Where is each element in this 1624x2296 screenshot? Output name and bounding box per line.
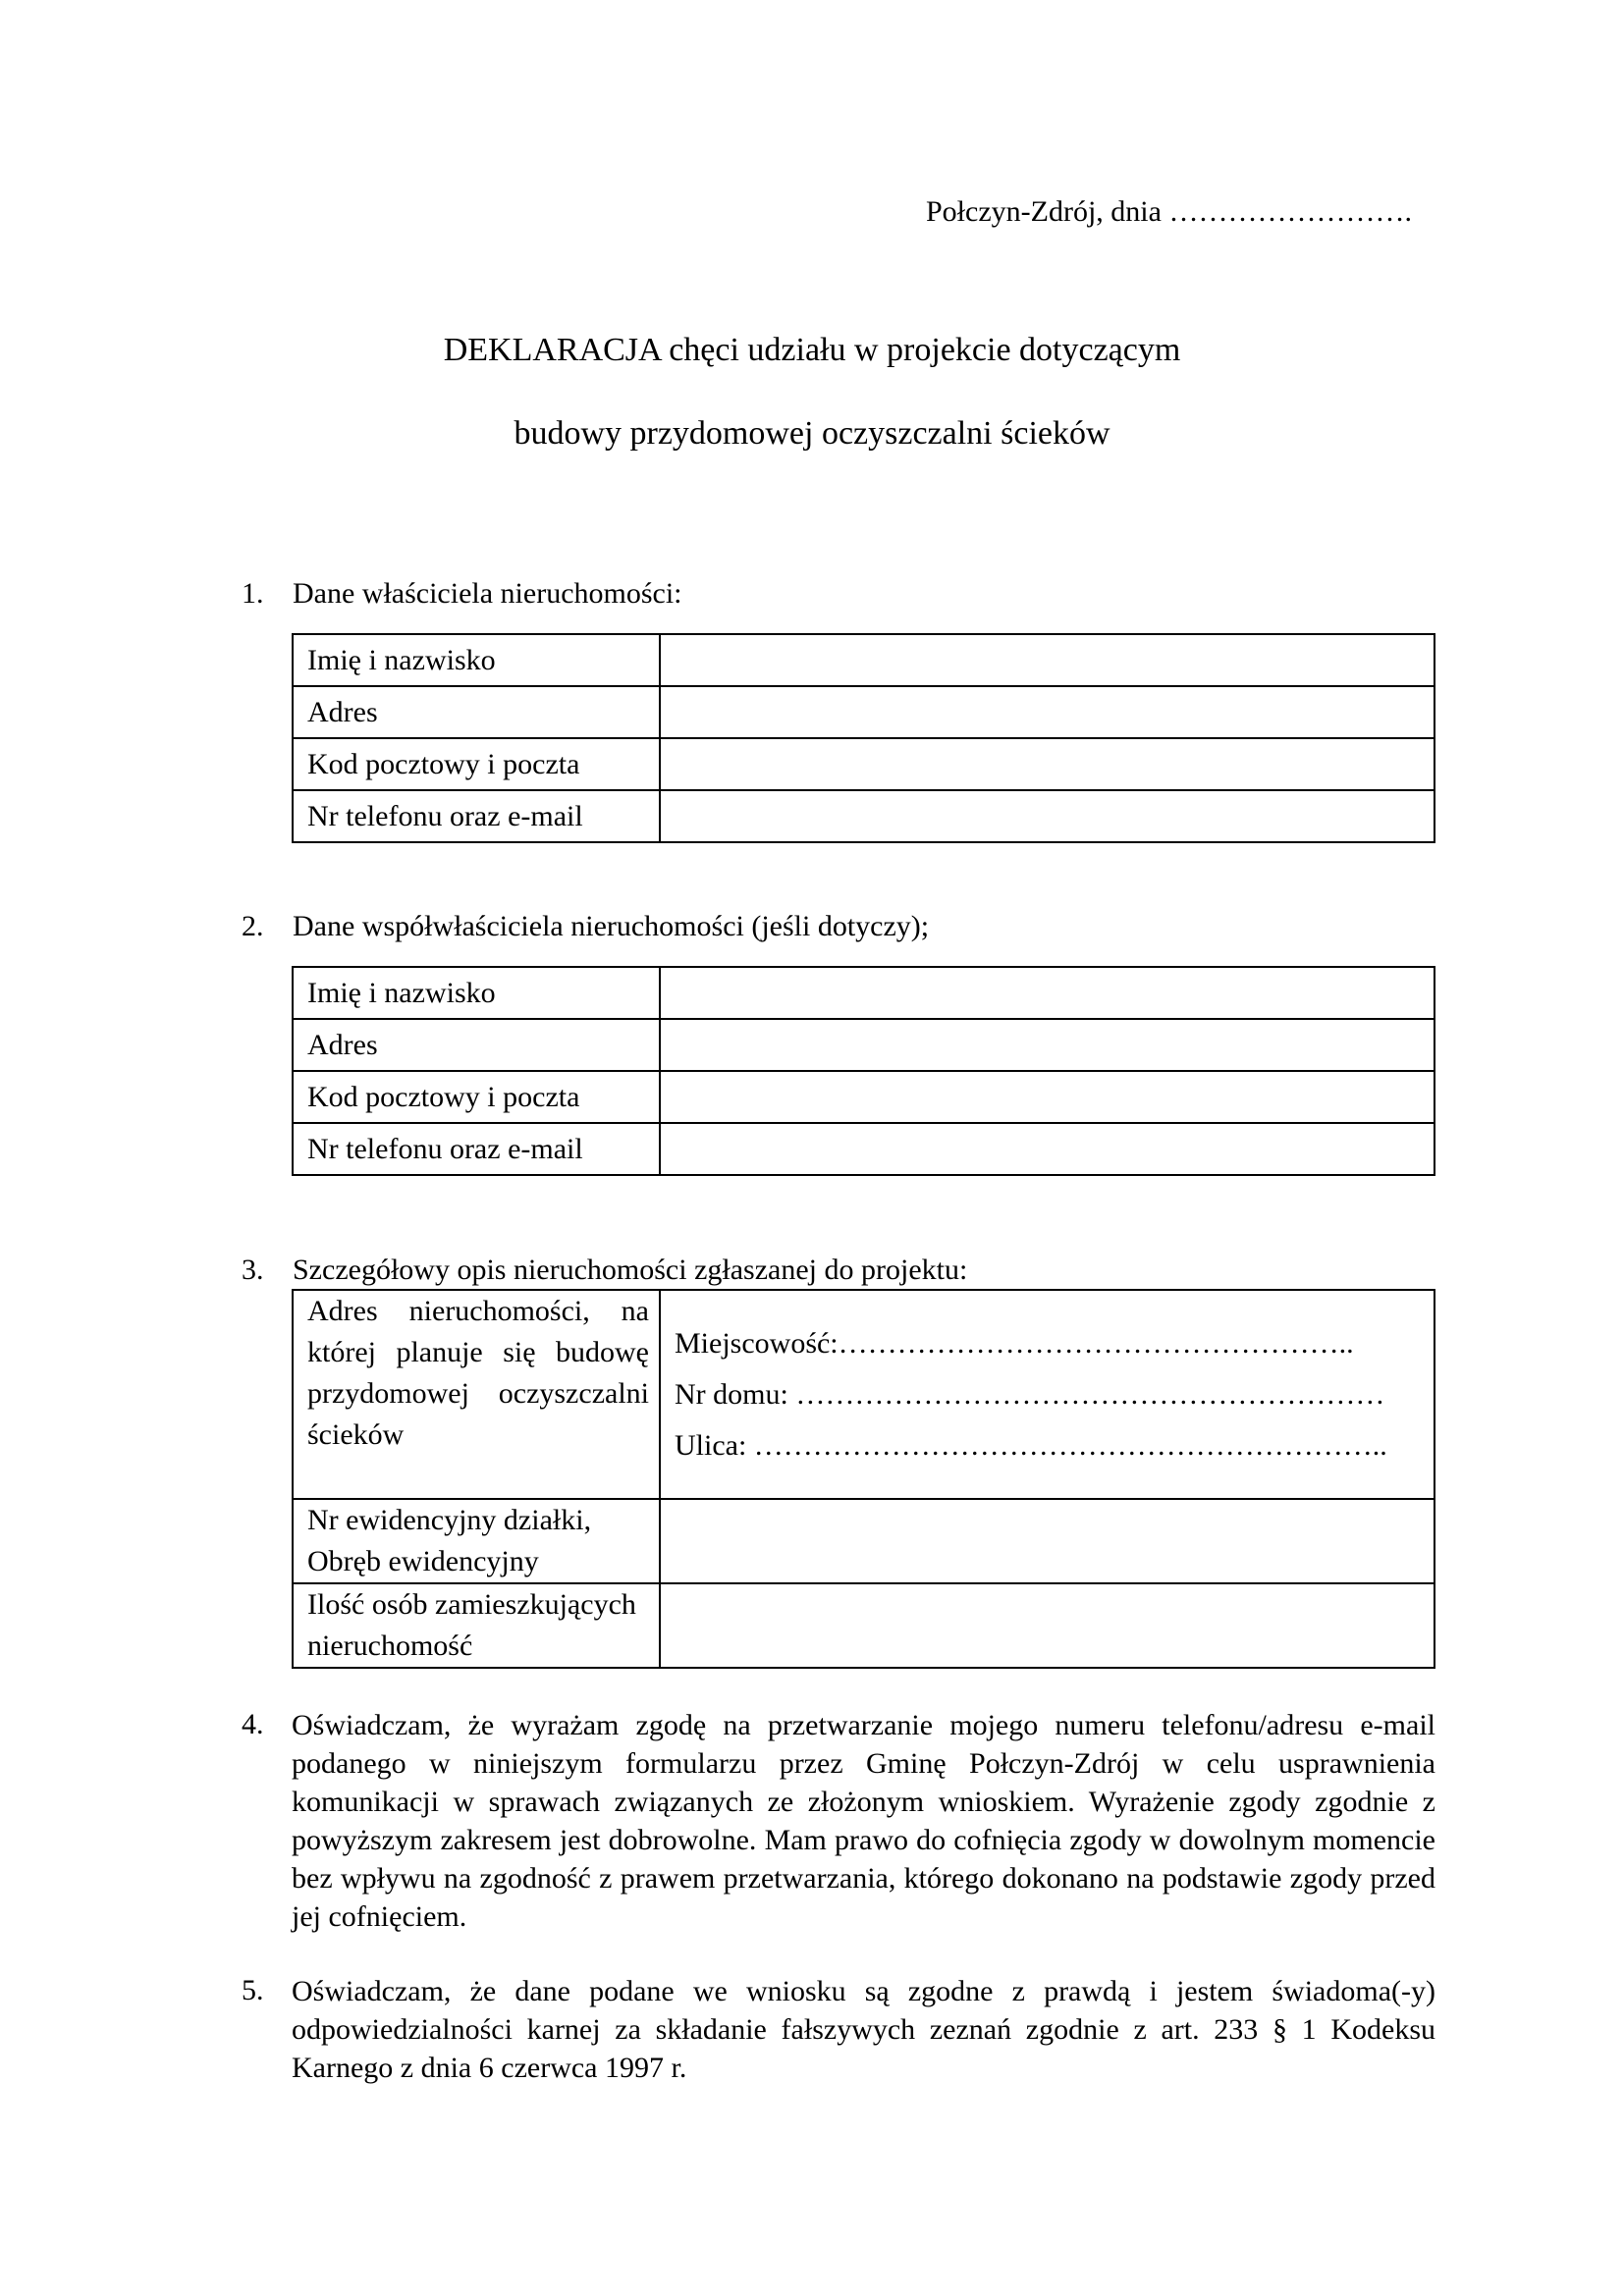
- property-address-label-line: ścieków: [307, 1418, 405, 1451]
- owner-address-label: Adres: [293, 686, 660, 738]
- section-2-title: Dane współwłaściciela nieruchomości (jeśli dotyczy);: [293, 910, 930, 942]
- table-row: [293, 1583, 1435, 1668]
- section-3-number: 3.: [242, 1254, 264, 1286]
- plot-number-label-line: Obręb ewidencyjny: [307, 1545, 539, 1577]
- property-details-table: [292, 1289, 1435, 1669]
- co-owner-phone-email-field[interactable]: [660, 1123, 1435, 1175]
- property-address-fields[interactable]: [660, 1290, 1435, 1499]
- owner-phone-email-field[interactable]: [660, 790, 1435, 842]
- co-owner-name-label: Imię i nazwisko: [293, 967, 660, 1019]
- truthfulness-statement: [292, 1972, 1435, 2087]
- plot-number-field[interactable]: [660, 1499, 1435, 1583]
- consent-line: komunikacji w sprawach związanych ze złożonym wnioskiem. Wyrażenie zgody zgodnie z: [292, 1786, 1435, 1818]
- owner-name-label: Imię i nazwisko: [293, 634, 660, 686]
- co-owner-data-table: [292, 966, 1435, 1176]
- table-row: [293, 686, 1435, 738]
- owner-name-field[interactable]: [660, 634, 1435, 686]
- co-owner-address-field[interactable]: [660, 1019, 1435, 1071]
- truthfulness-line: Karnego z dnia 6 czerwca 1997 r.: [292, 2052, 687, 2084]
- property-address-label-line: Adres nieruchomości, na: [307, 1295, 649, 1327]
- table-row: [293, 738, 1435, 790]
- property-address-label-line: przydomowej oczyszczalni: [307, 1377, 649, 1410]
- consent-line: bez wpływu na zgodność z prawem przetwarzania, którego dokonano na podstawie zgody przed: [292, 1862, 1435, 1895]
- truthfulness-line: odpowiedzialności karnej za składanie fałszywych zeznań zgodnie z art. 233 § 1 Kodeksu: [292, 2013, 1435, 2046]
- table-row: [293, 790, 1435, 842]
- owner-address-field[interactable]: [660, 686, 1435, 738]
- property-address-label-line: której planuje się budowę: [307, 1336, 649, 1368]
- consent-line: jej cofnięciem.: [292, 1900, 467, 1933]
- co-owner-address-label: Adres: [293, 1019, 660, 1071]
- owner-phone-email-label: Nr telefonu oraz e-mail: [293, 790, 660, 842]
- table-row: [293, 967, 1435, 1019]
- street-field[interactable]: Ulica: ………………………………………………………..: [675, 1428, 1387, 1462]
- section-3-title: Szczegółowy opis nieruchomości zgłaszanej do projektu:: [293, 1254, 968, 1286]
- table-row: [293, 634, 1435, 686]
- owner-postal-label: Kod pocztowy i poczta: [293, 738, 660, 790]
- plot-number-label: [293, 1499, 660, 1583]
- section-4-number: 4.: [242, 1708, 264, 1740]
- table-row: [293, 1290, 1435, 1499]
- locality-field[interactable]: Miejscowość:……………………………………………..: [675, 1326, 1354, 1360]
- co-owner-phone-email-label: Nr telefonu oraz e-mail: [293, 1123, 660, 1175]
- section-2-number: 2.: [242, 910, 264, 942]
- consent-line: Oświadczam, że wyrażam zgodę na przetwarzanie mojego numeru telefonu/adresu e-mail: [292, 1709, 1435, 1741]
- residents-count-label-line: nieruchomość: [307, 1629, 473, 1662]
- table-row: [293, 1499, 1435, 1583]
- co-owner-postal-label: Kod pocztowy i poczta: [293, 1071, 660, 1123]
- place-date-line: Połczyn-Zdrój, dnia …………………….: [926, 195, 1412, 228]
- document-title-line-2: budowy przydomowej oczyszczalni ścieków: [514, 415, 1110, 452]
- co-owner-postal-field[interactable]: [660, 1071, 1435, 1123]
- document-title-line-1: DEKLARACJA chęci udziału w projekcie dotyczącym: [443, 332, 1181, 368]
- table-row: [293, 1123, 1435, 1175]
- plot-number-label-line: Nr ewidencyjny działki,: [307, 1504, 592, 1536]
- section-5-number: 5.: [242, 1974, 264, 2006]
- consent-line: powyższym zakresem jest dobrowolne. Mam prawo do cofnięcia zgody w dowolnym momencie: [292, 1824, 1435, 1856]
- consent-statement: [292, 1706, 1435, 1936]
- property-address-label: [293, 1290, 660, 1499]
- residents-count-label: [293, 1583, 660, 1668]
- section-1-title: Dane właściciela nieruchomości:: [293, 577, 682, 610]
- co-owner-name-field[interactable]: [660, 967, 1435, 1019]
- truthfulness-line: Oświadczam, że dane podane we wniosku są zgodne z prawdą i jestem świadoma(-y): [292, 1975, 1435, 2007]
- consent-line: podanego w niniejszym formularzu przez Gminę Połczyn-Zdrój w celu usprawnienia: [292, 1747, 1435, 1780]
- residents-count-label-line: Ilość osób zamieszkujących: [307, 1588, 636, 1621]
- section-1-number: 1.: [242, 577, 264, 610]
- owner-data-table: [292, 633, 1435, 843]
- owner-postal-field[interactable]: [660, 738, 1435, 790]
- residents-count-field[interactable]: [660, 1583, 1435, 1668]
- table-row: [293, 1071, 1435, 1123]
- table-row: [293, 1019, 1435, 1071]
- house-number-field[interactable]: Nr domu: ……………………………………………………: [675, 1377, 1385, 1411]
